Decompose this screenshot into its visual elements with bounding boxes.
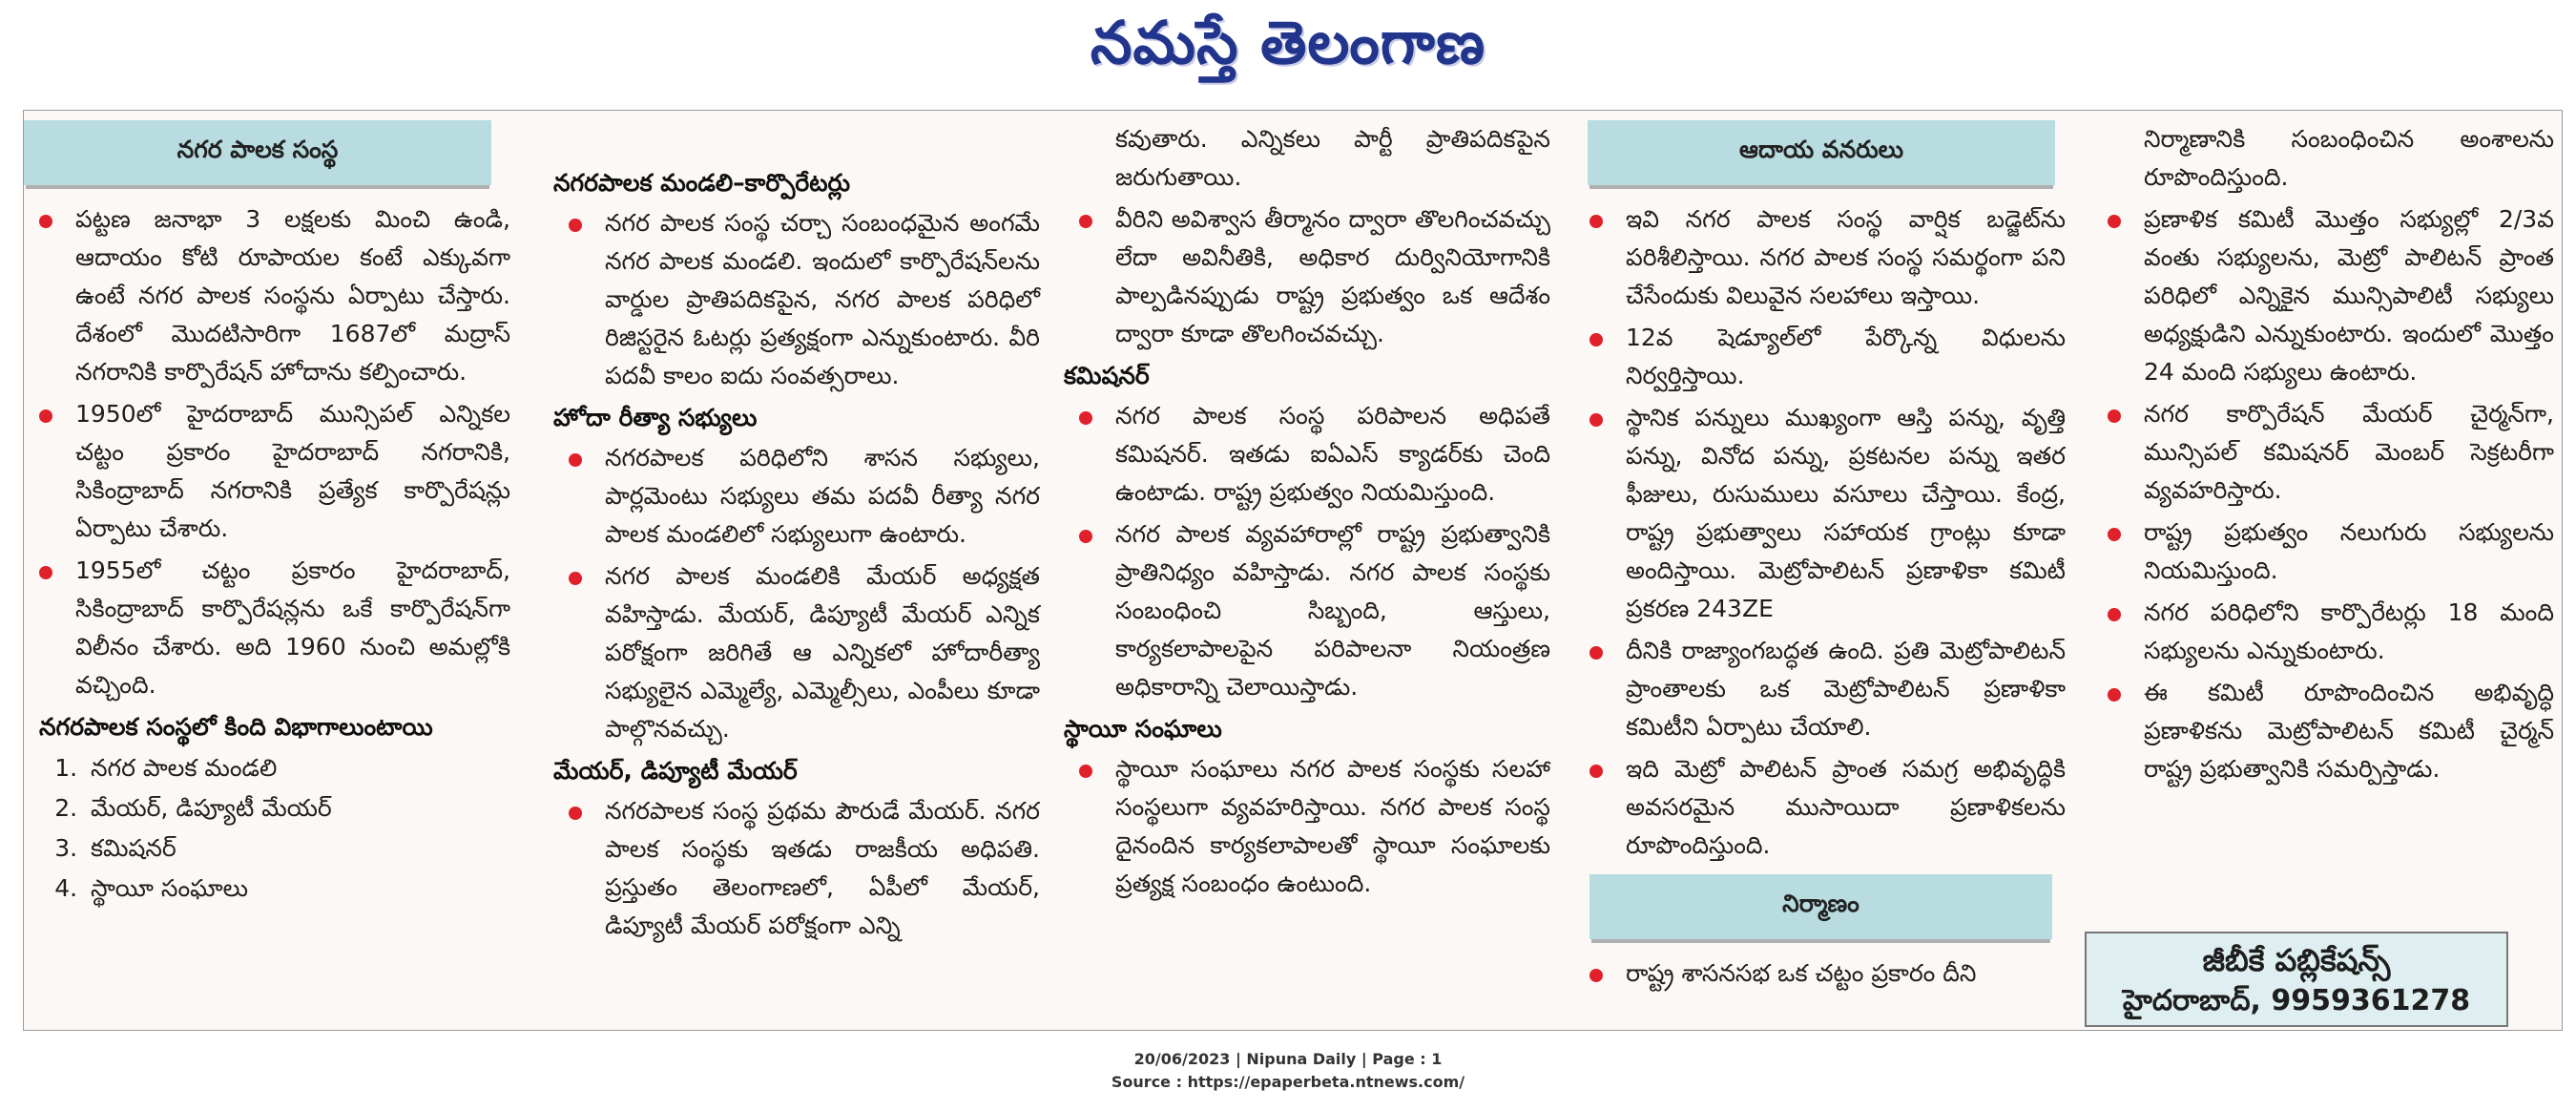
bullet-item: 12వ షెడ్యూల్‌లో పేర్కొన్న విధులను నిర్వర్తిస్తాయి. (1574, 319, 2066, 395)
bullet-item: రాష్ట్ర శాసనసభ ఒక చట్టం ప్రకారం దీని (1574, 954, 2066, 993)
column-4 (1574, 111, 2075, 1030)
bullet-item: నగర పాలక సంస్థ పరిపాలన అధిపతే కమిషనర్. ఇతడు ఐఏఎస్ క్యాడర్‌కు చెంది ఉంటాడు. రాష్ట్ర ప్రభుత్వం నియమిస్తుంది. (1064, 397, 1550, 512)
bullet-item: పట్టణ జనాభా 3 లక్షలకు మించి ఉండి, ఆదాయం కోటి రూపాయల కంటే ఎక్కువగా ఉంటే నగర పాలక సంస్థను ఏర్పాటు చేస్తారు. దేశంలో మొదటిసారిగా 1687లో మద్రాస్ నగరానికి కార్పొరేషన్ హోదాను కల్పించారు. (24, 200, 510, 391)
bullet-item: స్థానిక పన్నులు ముఖ్యంగా ఆస్తి పన్ను, వృత్తి పన్ను, వినోద పన్ను, ప్రకటనల పన్ను ఇతర ఫీజులు, రుసుములు వసూలు చేస్తాయి. కేంద్ర, రాష్ట్ర ప్రభుత్వాలు సహాయక గ్రాంట్లు కూడా అందిస్తాయి. మెట్రోపాలిటన్ ప్రణాళికా కమిటీ ప్రకరణ 243ZE (1574, 399, 2066, 628)
article-frame (23, 110, 2563, 1031)
bullet-item: 1950లో హైదరాబాద్ మున్సిపల్ ఎన్నికల చట్టం ప్రకారం హైదరాబాద్ నగరానికి, సికింద్రాబాద్ నగరానికి ప్రత్యేక కార్పొరేషన్లు ఏర్పాటు చేశారు. (24, 395, 510, 548)
bullet-item: ఈ కమిటీ రూపొందించిన అభివృద్ధి ప్రణాళికను మెట్రోపాలిటన్ కమిటీ చైర్మన్ రాష్ట్ర ప్రభుత్వానికి సమర్పిస్తాడు. (2092, 674, 2554, 788)
bullet-item: నగరపాలక పరిధిలోని శాసన సభ్యులు, పార్లమెంటు సభ్యులు తమ పదవీ రీత్యా నగర పాలక మండలిలో సభ్యులుగా ఉంటారు. (553, 439, 1040, 554)
bullet-item: నగర కార్పొరేషన్ మేయర్ చైర్మన్‌గా, మున్సిపల్ కమిషనర్ మెంబర్ సెక్రటరీగా వ్యవహరిస్తారు. (2092, 395, 2554, 510)
bullet-item: నగరపాలక సంస్థ ప్రథమ పౌరుడే మేయర్. నగర పాలక సంస్థకు ఇతడు రాజకీయ అధిపతి. ప్రస్తుతం తెలంగాణలో, ఏపీలో మేయర్, డిప్యూటీ మేయర్ పరోక్షంగా ఎన్ని (553, 792, 1040, 945)
section-banner-nirmanam: నిర్మాణం (1589, 874, 2052, 939)
bullet-item: వీరిని అవిశ్వాస తీర్మానం ద్వారా తొలగించవచ్చు లేదా అవినీతికి, అధికార దుర్వినియోగానికి పాల్పడినప్పుడు రాష్ట్ర ప్రభుత్వం ఒక ఆదేశం ద్వారా కూడా తొలగించవచ్చు. (1064, 200, 1550, 353)
bullet-item: నగర పాలక వ్యవహారాల్లో రాష్ట్ర ప్రభుత్వానికి ప్రాతినిధ్యం వహిస్తాడు. నగర పాలక సంస్థకు సంబంధించి సిబ్బంది, ఆస్తులు, కార్యకలాపాలపైన పరిపాలనా నియంత్రణ అధికారాన్ని చెలాయిస్తాడు. (1064, 515, 1550, 706)
footer-source-link[interactable]: Source : https://epaperbeta.ntnews.com/ (1111, 1073, 1465, 1091)
bullet-item: నగర పరిధిలోని కార్పొరేటర్లు 18 మంది సభ్యులను ఎన్నుకుంటారు. (2092, 594, 2554, 670)
publisher-name: జీబీకే పబ్లికేషన్స్ (2202, 942, 2391, 978)
list-item: 3. కమిషనర్ (85, 828, 510, 869)
sub-heading: మేయర్, డిప్యూటీ మేయర్ (553, 757, 798, 785)
list-item: 4. స్థాయీ సంఘాలు (85, 869, 510, 909)
continued-text: కవుతారు. ఎన్నికలు పార్టీ ప్రాతిపదికపైన జరుగుతాయి. (1115, 125, 1550, 191)
bullet-item: ప్రణాళిక కమిటీ మొత్తం సభ్యుల్లో 2/3వ వంతు సభ్యులను, మెట్రో పాలిటన్ ప్రాంత పరిధిలో ఎన్నికైన మున్సిపాలిటీ సభ్యులు అధ్యక్షుడిని ఎన్నుకుంటారు. ఇందులో మొత్తం 24 మంది సభ్యులు ఉంటారు. (2092, 200, 2554, 391)
sub-heading: నగరపాలక సంస్థలో కింది విభాగాలుంటాయి (39, 713, 433, 741)
publisher-contact: హైదరాబాద్, 9959361278 (2122, 984, 2471, 1017)
section-banner-aadaya-vanarulu: ఆదాయ వనరులు (1588, 120, 2055, 185)
bullet-item: దీనికి రాజ్యాంగబద్ధత ఉంది. ప్రతి మెట్రోపాలిటన్ ప్రాంతాలకు ఒక మెట్రోపాలిటన్ ప్రణాళికా కమిటీని ఏర్పాటు చేయాలి. (1574, 632, 2066, 746)
list-item: 1. నగర పాలక మండలి (85, 748, 510, 788)
bullet-item: ఇది మెట్రో పాలిటన్ ప్రాంత సమగ్ర అభివృద్ధికి అవసరమైన ముసాయిదా ప్రణాళికలను రూపొందిస్తుంది. (1574, 750, 2066, 865)
continued-text: నిర్మాణానికి సంబంధించిన అంశాలను రూపొందిస్తుంది. (2144, 125, 2554, 191)
bullet-item: స్థాయీ సంఘాలు నగర పాలక సంస్థకు సలహా సంస్థలుగా వ్యవహరిస్తాయి. నగర పాలక సంస్థ దైనందిన కార్యకలాపాలతో స్థాయీ సంఘాలకు ప్రత్యక్ష సంబంధం ఉంటుంది. (1064, 750, 1550, 903)
column-3 (1064, 111, 1560, 1030)
sub-heading: హోదా రీత్యా సభ్యులు (553, 404, 758, 431)
bullet-item: రాష్ట్ర ప్రభుత్వం నలుగురు సభ్యులను నియమిస్తుంది. (2092, 514, 2554, 590)
sub-heading: కమిషనర్ (1064, 362, 1150, 389)
publisher-box (2085, 932, 2508, 1027)
column-5 (2092, 111, 2560, 1030)
column-1 (24, 111, 520, 1030)
bullet-item: నగర పాలక మండలికి మేయర్ అధ్యక్షత వహిస్తాడు. మేయర్, డిప్యూటీ మేయర్ ఎన్నిక పరోక్షంగా జరిగితే ఆ ఎన్నికలో హోదారీత్యా సభ్యులైన ఎమ్మెల్యే, ఎమ్మెల్సీలు, ఎంపీలు కూడా పాల్గొనవచ్చు. (553, 557, 1040, 748)
masthead-logo: నమస్తే తెలంగాణ (1090, 8, 1486, 77)
footer-date-line: 20/06/2023 | Nipuna Daily | Page : 1 (1133, 1050, 1443, 1068)
sub-heading: స్థాయీ సంఘాలు (1064, 715, 1222, 743)
column-2 (553, 111, 1049, 1030)
sub-heading: నగరపాలక మండలి–కార్పొరేటర్లు (553, 169, 851, 197)
numbered-list (24, 748, 510, 909)
section-banner-nagara-palaka: నగర పాలక సంస్థ (24, 120, 491, 185)
bullet-item: నగర పాలక సంస్థ చర్చా సంబంధమైన అంగమే నగర పాలక మండలి. ఇందులో కార్పొరేషన్‌లను వార్డుల ప్రాతిపదికపైన, నగర పాలక పరిధిలో రిజిస్టరైన ఓటర్లు ప్రత్యక్షంగా ఎన్నుకుంటారు. వీరి పదవీ కాలం ఐదు సంవత్సరాలు. (553, 204, 1040, 395)
list-item: 2. మేయర్, డిప్యూటీ మేయర్ (85, 788, 510, 828)
bullet-item: 1955లో చట్టం ప్రకారం హైదరాబాద్, సికింద్రాబాద్ కార్పొరేషన్లను ఒకే కార్పొరేషన్‌గా విలీనం చేశారు. అది 1960 నుంచి అమల్లోకి వచ్చింది. (24, 552, 510, 704)
bullet-item: ఇవి నగర పాలక సంస్థ వార్షిక బడ్జెట్‌ను పరిశీలిస్తాయి. నగర పాలక సంస్థ సమర్థంగా పని చేసేందుకు విలువైన సలహాలు ఇస్తాయి. (1574, 200, 2066, 315)
